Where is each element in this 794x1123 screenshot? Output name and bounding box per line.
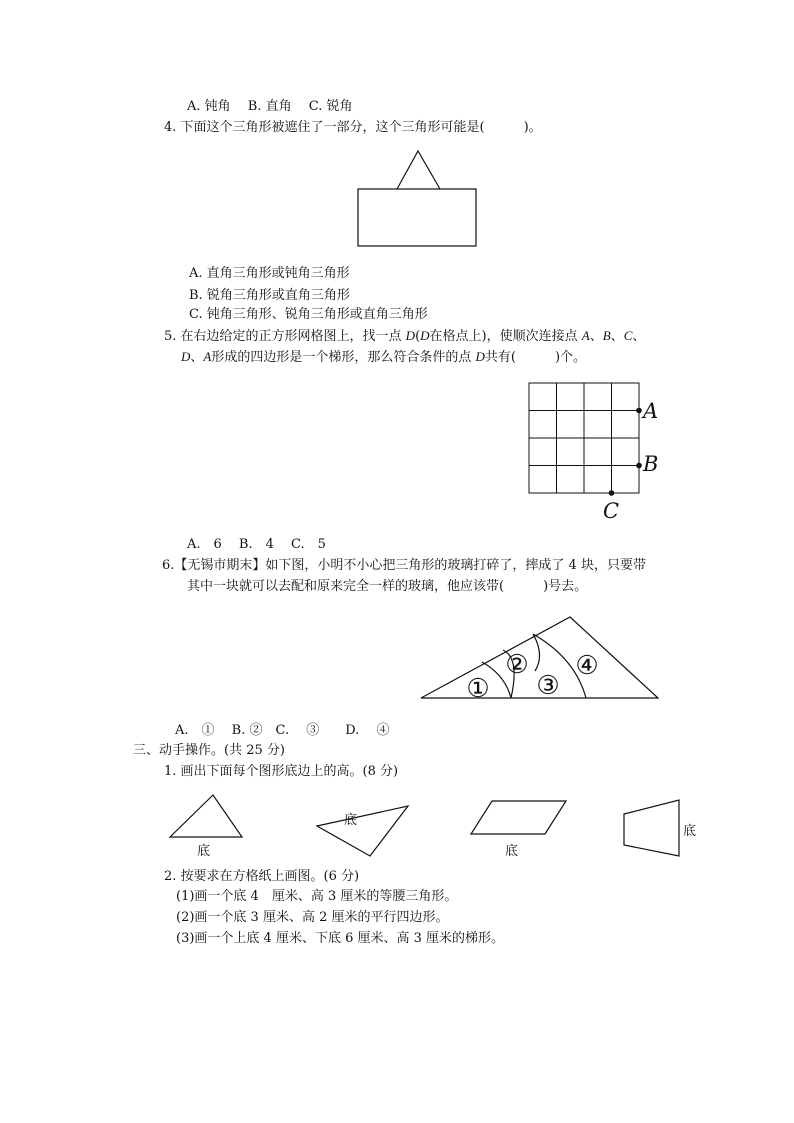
section3-q1-stem: 1. 画出下面每个图形底边上的高。(8 分) [164, 764, 399, 779]
q5-label-b: B [643, 452, 659, 476]
shape-triangle-acute [170, 795, 242, 837]
q6-stem-line1: 6.【无锡市期末】如下图，小明不小心把三角形的玻璃打碎了，摔成了 4 块，只要带 [162, 558, 646, 573]
q6-options: A. ① B. ② C. ③ D. ④ [175, 723, 390, 738]
q5-point-a: A [203, 349, 212, 364]
q5-point-c: C [623, 328, 633, 343]
q4-option-b: B. 锐角三角形或直角三角形 [189, 288, 350, 303]
q6-stem-line2: 其中一块就可以去配和原来完全一样的玻璃，他应该带( )号去。 [187, 579, 588, 594]
q5-text: ( [415, 329, 421, 344]
shape-trapezoid [624, 800, 679, 856]
base-label-2: 底 [344, 813, 358, 828]
q5-point-d: D [420, 328, 430, 343]
section3-q2-stem: 2. 按要求在方格纸上画图。(6 分) [164, 869, 360, 884]
q5-text: 在格点上)，使顺次连接点 [429, 329, 582, 344]
q5-text: 5. 在右边给定的正方形网格图上，找一点 [164, 329, 406, 344]
section3-q2-item1: (1)画一个底 4 厘米、高 3 厘米的等腰三角形。 [176, 889, 458, 904]
base-label-3: 底 [505, 844, 519, 859]
q5-sep: 、 [632, 329, 646, 344]
q3-options: A. 钝角 B. 直角 C. 锐角 [187, 99, 353, 114]
q5-options: A. 6 B. 4 C. 5 [187, 537, 326, 552]
q6-piece-4: ④ [575, 651, 599, 681]
q5-sep: 、 [610, 329, 624, 344]
q5-label-c: C [603, 499, 620, 523]
q4-option-c: C. 钝角三角形、锐角三角形或直角三角形 [189, 307, 428, 322]
q6-piece-1: ① [466, 674, 490, 704]
q5-sep: 、 [190, 350, 204, 365]
base-label-4: 底 [683, 824, 697, 839]
q5-point-d: D [475, 349, 485, 364]
section3-q2-item2: (2)画一个底 3 厘米、高 2 厘米的平行四边形。 [176, 910, 449, 925]
q5-text: 共有( )个。 [484, 350, 587, 365]
section3-q2-item3: (3)画一个上底 4 厘米、下底 6 厘米、高 3 厘米的梯形。 [176, 931, 505, 946]
q5-point-d: D [181, 349, 191, 364]
section3-heading: 三、动手操作。(共 25 分) [133, 743, 285, 758]
base-label-1: 底 [197, 844, 211, 859]
q5-label-a: A [643, 399, 659, 423]
q5-sep: 、 [589, 329, 603, 344]
q5-point-b: B [602, 328, 611, 343]
shape-parallelogram [471, 801, 566, 834]
q6-piece-2: ② [505, 650, 529, 680]
q4-option-a: A. 直角三角形或钝角三角形 [189, 266, 350, 281]
q5-point-d: D [405, 328, 416, 343]
q5-point-a: A [581, 328, 590, 343]
shape-triangle-obtuse [317, 806, 408, 856]
q6-piece-3: ③ [536, 671, 560, 701]
q4-stem: 4. 下面这个三角形被遮住了一部分，这个三角形可能是( )。 [164, 120, 542, 135]
q5-text: 形成的四边形是一个梯形，那么符合条件的点 [211, 350, 476, 365]
